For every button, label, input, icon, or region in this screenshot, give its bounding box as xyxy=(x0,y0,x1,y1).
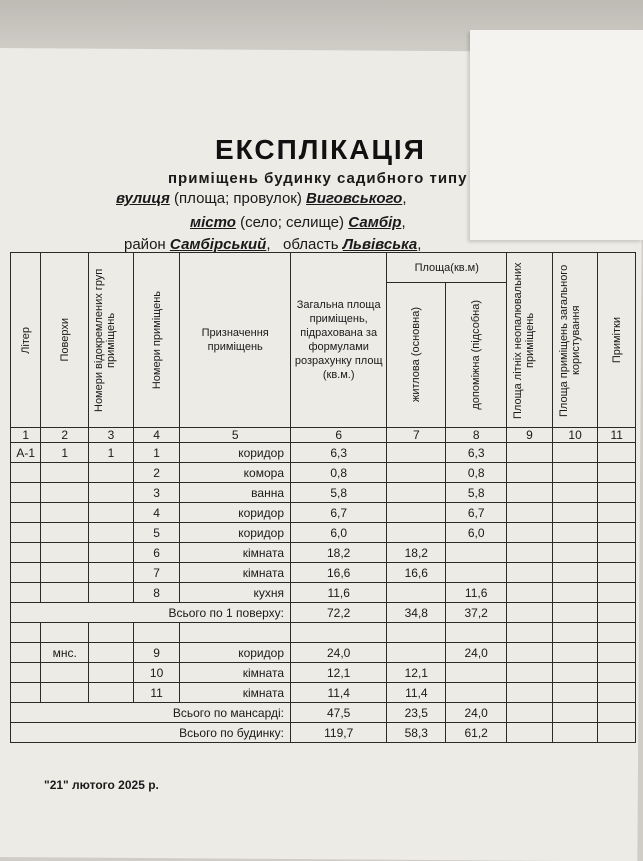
cell-group xyxy=(89,543,134,563)
table-row xyxy=(11,663,636,683)
total-building-living: 58,3 xyxy=(387,723,446,743)
cell-total-area: 12,1 xyxy=(291,663,387,683)
total-building-label: Всього по будинку: xyxy=(11,723,291,743)
cell-total-area: 6,7 xyxy=(291,503,387,523)
table-row xyxy=(11,643,636,663)
cell-litera xyxy=(11,463,41,483)
cell-room-no: 10 xyxy=(133,663,180,683)
cell-purpose: кімната xyxy=(180,683,291,703)
header-area-group: Площа(кв.м) xyxy=(387,253,507,283)
district-comma: , xyxy=(266,236,271,253)
cell-litera xyxy=(11,643,41,663)
total-mansard-area: 47,5 xyxy=(291,703,387,723)
cell-purpose: кухня xyxy=(180,583,291,603)
cell-summer xyxy=(507,483,553,503)
cell-purpose: коридор xyxy=(180,523,291,543)
cell-aux: 6,7 xyxy=(446,503,507,523)
column-numbers-row xyxy=(11,428,636,443)
cell-floor xyxy=(41,563,89,583)
total-floor1-label: Всього по 1 поверху: xyxy=(11,603,291,623)
cell-aux: 5,8 xyxy=(446,483,507,503)
colnum: 3 xyxy=(89,428,134,443)
cell-group xyxy=(89,563,134,583)
cell-room-no: 4 xyxy=(133,503,180,523)
cell-litera xyxy=(11,523,41,543)
cell-summer xyxy=(507,543,553,563)
street-alt: (площа; провулок) xyxy=(174,190,302,207)
cell-notes xyxy=(598,683,636,703)
colnum: 4 xyxy=(133,428,180,443)
total-mansard-living: 23,5 xyxy=(387,703,446,723)
table-row xyxy=(11,523,636,543)
cell-summer xyxy=(507,443,553,463)
total-building-row xyxy=(11,723,636,743)
cell-notes xyxy=(598,543,636,563)
cell-purpose: кімната xyxy=(180,563,291,583)
cell-aux: 6,0 xyxy=(446,523,507,543)
cell-notes xyxy=(598,503,636,523)
cell-living: 12,1 xyxy=(387,663,446,683)
cell-living: 11,4 xyxy=(387,683,446,703)
cell-litera xyxy=(11,503,41,523)
cell-summer xyxy=(507,523,553,543)
cell-notes xyxy=(598,583,636,603)
cell-notes xyxy=(598,463,636,483)
table-row xyxy=(11,483,636,503)
oblast-comma: , xyxy=(417,236,422,253)
cell-common xyxy=(552,563,598,583)
cell-notes xyxy=(598,663,636,683)
cell-purpose: ванна xyxy=(180,483,291,503)
cell-purpose: комора xyxy=(180,463,291,483)
cell-summer xyxy=(507,503,553,523)
cell-total-area: 16,6 xyxy=(291,563,387,583)
cell-room-no: 11 xyxy=(133,683,180,703)
street-line xyxy=(116,190,407,207)
cell-floor xyxy=(41,463,89,483)
cell-purpose: коридор xyxy=(180,443,291,463)
table-row xyxy=(11,563,636,583)
cell-total-area: 24,0 xyxy=(291,643,387,663)
explication-table xyxy=(10,252,636,743)
colnum: 2 xyxy=(41,428,89,443)
oblast-value: Львівська xyxy=(342,236,418,253)
cell-floor xyxy=(41,583,89,603)
cell-living: 18,2 xyxy=(387,543,446,563)
cell-summer xyxy=(507,463,553,483)
table-row xyxy=(11,463,636,483)
total-floor1-aux: 37,2 xyxy=(446,603,507,623)
district-line xyxy=(124,236,421,253)
header-common-area: Площа приміщень загального користування xyxy=(552,253,598,428)
overlapping-paper xyxy=(470,30,643,240)
cell-living xyxy=(387,643,446,663)
table-row xyxy=(11,543,636,563)
cell-aux: 24,0 xyxy=(446,643,507,663)
cell-aux xyxy=(446,663,507,683)
colnum: 10 xyxy=(552,428,598,443)
cell-litera: А-1 xyxy=(11,443,41,463)
cell-living xyxy=(387,443,446,463)
cell-total-area: 11,6 xyxy=(291,583,387,603)
cell-living: 16,6 xyxy=(387,563,446,583)
cell-living xyxy=(387,503,446,523)
cell-room-no: 2 xyxy=(133,463,180,483)
cell-notes xyxy=(598,523,636,543)
cell-floor xyxy=(41,523,89,543)
table-row xyxy=(11,683,636,703)
colnum: 7 xyxy=(387,428,446,443)
cell-group xyxy=(89,523,134,543)
header-litera: Літер xyxy=(11,253,41,428)
street-label: вулиця xyxy=(116,190,170,207)
city-alt: (село; селище) xyxy=(240,214,345,231)
total-mansard-label: Всього по мансарді: xyxy=(11,703,291,723)
cell-group xyxy=(89,503,134,523)
city-line xyxy=(190,214,406,231)
total-floor1-living: 34,8 xyxy=(387,603,446,623)
cell-living xyxy=(387,483,446,503)
cell-floor xyxy=(41,483,89,503)
cell-floor xyxy=(41,683,89,703)
oblast-label: область xyxy=(283,236,339,253)
cell-room-no: 8 xyxy=(133,583,180,603)
street-value: Виговського xyxy=(306,190,403,207)
cell-aux: 11,6 xyxy=(446,583,507,603)
cell-group xyxy=(89,463,134,483)
colnum: 1 xyxy=(11,428,41,443)
cell-total-area: 11,4 xyxy=(291,683,387,703)
cell-floor: 1 xyxy=(41,443,89,463)
cell-total-area: 0,8 xyxy=(291,463,387,483)
document-date: "21" лютого 2025 р. xyxy=(44,778,159,792)
cell-common xyxy=(552,583,598,603)
colnum: 8 xyxy=(446,428,507,443)
cell-total-area: 18,2 xyxy=(291,543,387,563)
cell-common xyxy=(552,523,598,543)
total-building-aux: 61,2 xyxy=(446,723,507,743)
cell-notes xyxy=(598,643,636,663)
cell-purpose: коридор xyxy=(180,643,291,663)
cell-room-no: 1 xyxy=(133,443,180,463)
cell-group xyxy=(89,683,134,703)
total-building-area: 119,7 xyxy=(291,723,387,743)
cell-room-no: 3 xyxy=(133,483,180,503)
header-room-no: Номери приміщень xyxy=(133,253,180,428)
header-groups: Номери відокремлених груп приміщень xyxy=(89,253,134,428)
document-title: ЕКСПЛІКАЦІЯ xyxy=(215,134,426,165)
header-notes: Примітки xyxy=(598,253,636,428)
cell-common xyxy=(552,663,598,683)
cell-purpose: кімната xyxy=(180,543,291,563)
cell-purpose: коридор xyxy=(180,503,291,523)
cell-total-area: 5,8 xyxy=(291,483,387,503)
cell-litera xyxy=(11,683,41,703)
cell-room-no: 5 xyxy=(133,523,180,543)
cell-group xyxy=(89,663,134,683)
colnum: 6 xyxy=(291,428,387,443)
cell-summer xyxy=(507,683,553,703)
cell-aux xyxy=(446,563,507,583)
cell-room-no: 7 xyxy=(133,563,180,583)
cell-group xyxy=(89,483,134,503)
cell-aux xyxy=(446,683,507,703)
cell-summer xyxy=(507,563,553,583)
colnum: 11 xyxy=(598,428,636,443)
cell-summer xyxy=(507,643,553,663)
cell-floor xyxy=(41,503,89,523)
table-row xyxy=(11,503,636,523)
cell-aux xyxy=(446,543,507,563)
street-comma: , xyxy=(402,190,407,207)
cell-group: 1 xyxy=(89,443,134,463)
colnum: 9 xyxy=(507,428,553,443)
cell-summer xyxy=(507,663,553,683)
cell-aux: 6,3 xyxy=(446,443,507,463)
header-purpose: Призначення приміщень xyxy=(180,253,291,428)
header-summer-area: Площа літніх неопалювальних приміщень xyxy=(507,253,553,428)
cell-group xyxy=(89,583,134,603)
city-value: Самбір xyxy=(348,214,402,231)
cell-floor xyxy=(41,543,89,563)
city-label: місто xyxy=(190,214,236,231)
cell-group xyxy=(89,643,134,663)
table-row xyxy=(11,583,636,603)
cell-litera xyxy=(11,563,41,583)
cell-common xyxy=(552,463,598,483)
total-mansard-row xyxy=(11,703,636,723)
cell-notes xyxy=(598,483,636,503)
header-auxiliary: допоміжна (підсобна) xyxy=(446,283,507,428)
cell-common xyxy=(552,543,598,563)
cell-total-area: 6,3 xyxy=(291,443,387,463)
cell-litera xyxy=(11,543,41,563)
cell-notes xyxy=(598,563,636,583)
cell-common xyxy=(552,683,598,703)
cell-living xyxy=(387,583,446,603)
cell-common xyxy=(552,443,598,463)
floor1-rows xyxy=(11,443,636,603)
cell-purpose: кімната xyxy=(180,663,291,683)
total-mansard-aux: 24,0 xyxy=(446,703,507,723)
header-living: житлова (основна) xyxy=(387,283,446,428)
district-value: Самбірський xyxy=(169,236,267,253)
cell-litera xyxy=(11,583,41,603)
spacer-row xyxy=(11,623,636,643)
total-floor1-row xyxy=(11,603,636,623)
cell-living xyxy=(387,463,446,483)
header-row-1 xyxy=(11,253,636,283)
table-row xyxy=(11,443,636,463)
cell-aux: 0,8 xyxy=(446,463,507,483)
cell-floor xyxy=(41,663,89,683)
cell-common xyxy=(552,643,598,663)
cell-litera xyxy=(11,663,41,683)
cell-notes xyxy=(598,443,636,463)
cell-total-area: 6,0 xyxy=(291,523,387,543)
header-floor: Поверхи xyxy=(41,253,89,428)
cell-common xyxy=(552,483,598,503)
cell-litera xyxy=(11,483,41,503)
cell-common xyxy=(552,503,598,523)
document-subtitle: приміщень будинку садибного типу xyxy=(168,170,468,187)
cell-summer xyxy=(507,583,553,603)
district-label: район xyxy=(124,236,166,253)
cell-room-no: 9 xyxy=(133,643,180,663)
mansard-rows xyxy=(11,643,636,703)
cell-room-no: 6 xyxy=(133,543,180,563)
cell-floor: мнс. xyxy=(41,643,89,663)
cell-living xyxy=(387,523,446,543)
header-total-area: Загальна площа приміщень, підрахована за формулами розрахунку площ (кв.м.) xyxy=(291,253,387,428)
city-comma: , xyxy=(401,214,406,231)
colnum: 5 xyxy=(180,428,291,443)
total-floor1-area: 72,2 xyxy=(291,603,387,623)
